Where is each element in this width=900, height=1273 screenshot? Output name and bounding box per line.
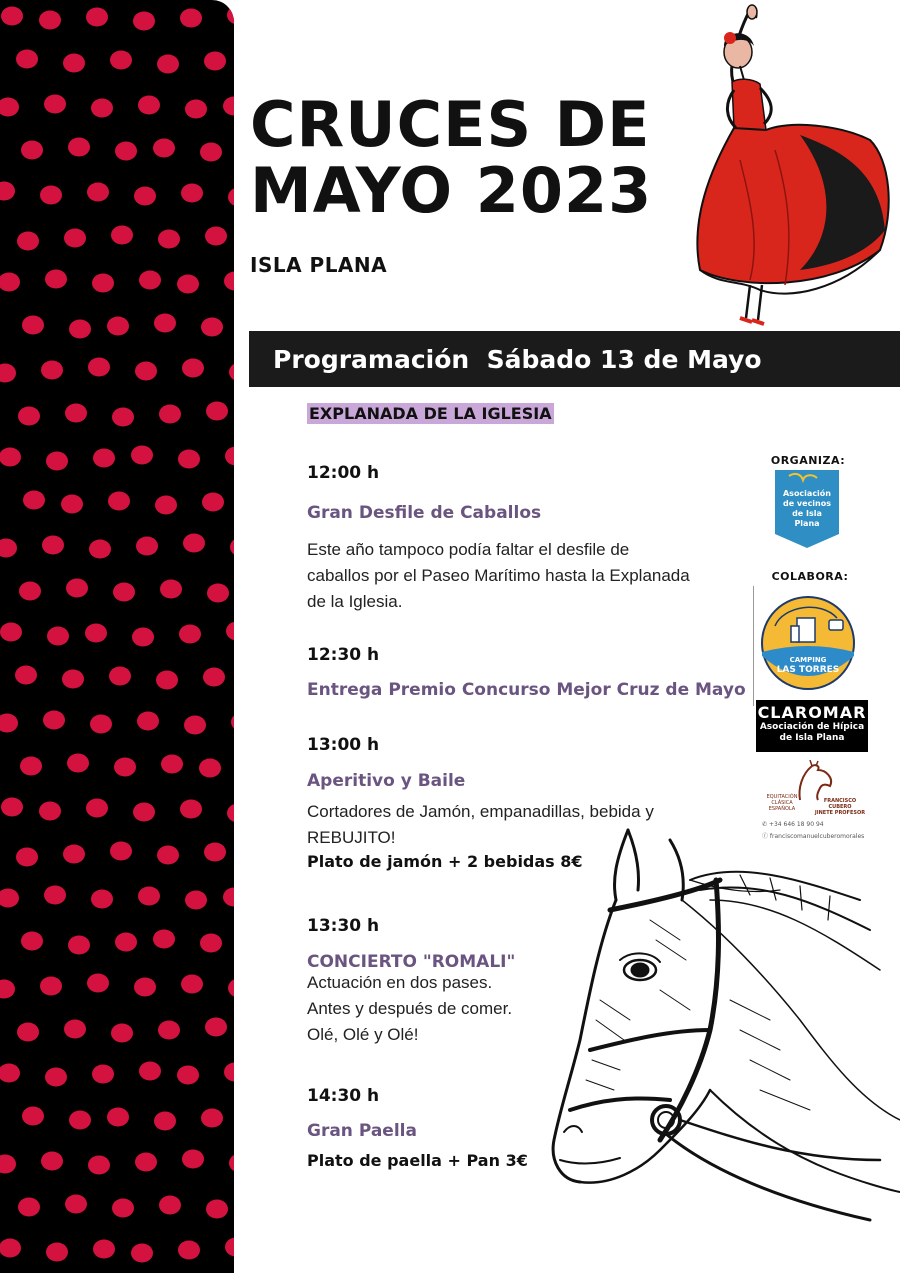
polka-dot-sidebar [0,0,234,1273]
polka-dot [134,978,156,997]
polka-dot [136,537,158,556]
polka-dot [177,1066,199,1085]
polka-dot [107,1108,129,1127]
page-title [250,88,653,227]
polka-dot [17,232,39,251]
polka-dot [134,187,156,206]
description-line: Antes y después de comer. [307,999,513,1018]
polka-dot [111,226,133,245]
polka-dot [207,584,229,603]
polka-dot [131,1244,153,1263]
polka-dot [90,715,112,734]
polka-dot [0,1239,21,1258]
polka-dot [22,1107,44,1126]
cubero-left-line: ESPAÑOLA [768,806,796,812]
polka-dot [203,668,225,687]
polka-dot [69,320,91,339]
association-logo [775,470,839,548]
polka-dot [65,404,87,423]
phone-icon: ✆ [762,821,769,828]
banner-date: Sábado 13 de Mayo [486,344,762,374]
polka-dot [62,670,84,689]
polka-dot [16,50,38,69]
polka-dot [61,495,83,514]
description-line: Actuación en dos pases. [307,973,493,992]
polka-dot [224,1063,234,1082]
assoc-logo-text: de vecinos [782,499,832,508]
polka-dot [229,1154,234,1173]
event-title: CONCIERTO "ROMALI" [307,952,516,972]
polka-dot [180,800,202,819]
event-time: 13:30 h [307,916,380,936]
polka-dot [158,230,180,249]
polka-dot [64,229,86,248]
polka-dot [133,803,155,822]
event-time: 13:00 h [307,735,380,755]
polka-dot [40,186,62,205]
polka-dot [63,845,85,864]
cubero-left-text [762,794,802,812]
polka-dot [110,51,132,70]
polka-dot [17,1023,39,1042]
polka-dot [204,52,226,71]
organiza-label: ORGANIZA: [770,454,846,467]
polka-dot [201,1109,223,1128]
polka-dot [133,12,155,31]
cubero-right-line: FRANCISCO CUBERO [823,798,857,810]
polka-dot [46,452,68,471]
assoc-logo-text: de Isla [792,509,822,518]
assoc-logo-text: Plana [794,519,820,528]
polka-dot [160,580,182,599]
polka-dot [18,407,40,426]
camping-text: LAS TORRES [776,665,840,675]
polka-dot [204,843,226,862]
cubero-left-line: EQUITACIÓN [766,794,798,800]
polka-dot [108,492,130,511]
polka-dot [44,886,66,905]
polka-dot [205,227,227,246]
polka-dot [182,1150,204,1169]
polka-dot [39,802,61,821]
polka-dot [91,99,113,118]
polka-dot [177,275,199,294]
title-line-1: CRUCES DE [250,88,651,161]
claromar-sub-line: Asociación de Hípica [759,722,865,732]
polka-dot [1,798,23,817]
polka-dot [202,493,224,512]
polka-dot [0,623,22,642]
event-title: Entrega Premio Concurso Mejor Cruz de Mayo [307,680,746,700]
polka-dot [156,671,178,690]
polka-dot [224,272,234,291]
polka-dot [107,317,129,336]
cubero-right-line: JINETE PROFESOR [814,810,866,816]
horse-sketch-illustration [540,820,900,1260]
polka-dot [230,538,234,557]
polka-dot [112,1199,134,1218]
camping-text: CAMPING [789,656,827,664]
polka-dot [0,1064,20,1083]
polka-dot [42,536,64,555]
polka-dot [115,142,137,161]
polka-dot [93,449,115,468]
polka-dot [43,711,65,730]
polka-dot [67,754,89,773]
polka-dot [223,97,234,116]
cubero-left-line: CLÁSICA [771,800,793,806]
polka-dot [87,183,109,202]
polka-dot [183,534,205,553]
claromar-sub-line: de Isla Plana [779,733,845,743]
polka-dot [20,757,42,776]
polka-dot [45,270,67,289]
description-line: Este año tampoco podía faltar el desfile de [307,540,630,559]
polka-dot [132,628,154,647]
program-banner [249,331,900,387]
polka-dot [68,936,90,955]
polka-dot [93,1240,115,1259]
polka-dot [139,1062,161,1081]
polka-dot [68,138,90,157]
event-time: 12:00 h [307,463,380,483]
polka-dot [0,273,20,292]
event-title: Aperitivo y Baile [307,771,466,791]
polka-dot [69,1111,91,1130]
flamenco-dancer-illustration [680,0,900,330]
event-time: 14:30 h [307,1086,380,1106]
claromar-logo [756,700,868,752]
polka-dot [86,799,108,818]
polka-dot [91,890,113,909]
polka-dot [131,446,153,465]
polka-dot [185,100,207,119]
polka-dot [206,402,228,421]
polka-dot [231,713,234,732]
polka-dot [63,54,85,73]
polka-dot [0,889,19,908]
polka-dot [16,848,38,867]
polka-dot [159,1196,181,1215]
polka-dot [158,1021,180,1040]
polka-dot [199,759,221,778]
event-time: 12:30 h [307,645,380,665]
polka-dot [113,583,135,602]
sponsor-divider [753,586,754,706]
polka-dot [92,274,114,293]
polka-dot [23,491,45,510]
polka-dot [178,1241,200,1260]
polka-dot [154,314,176,333]
polka-dot [185,891,207,910]
polka-dot [87,974,109,993]
polka-dot-pattern [0,0,234,1273]
polka-dot [41,1152,63,1171]
polka-dot [112,408,134,427]
polka-dot [227,804,234,823]
polka-dot [41,361,63,380]
polka-dot [0,448,21,467]
cubero-web-handle: franciscomanuelcuberomorales [769,833,865,840]
polka-dot [180,9,202,28]
polka-dot [0,1155,16,1174]
polka-dot [181,975,203,994]
cubero-right-text [812,798,868,816]
polka-dot [138,887,160,906]
event-description [307,970,512,1048]
banner-label: Programación [273,344,470,374]
polka-dot [39,11,61,30]
event-title: Gran Desfile de Caballos [307,503,542,523]
polka-dot [200,143,222,162]
polka-dot [161,755,183,774]
polka-dot [200,934,222,953]
polka-dot [153,930,175,949]
description-line: REBUJITO! [307,828,396,847]
polka-dot [0,364,16,383]
event-price: Plato de paella + Pan 3€ [307,1151,528,1170]
description-line: Olé, Olé y Olé! [307,1025,419,1044]
polka-dot [155,496,177,515]
polka-dot [229,363,234,382]
polka-dot [138,96,160,115]
polka-dot [157,846,179,865]
description-line: Cortadores de Jamón, empanadillas, bebida y [307,802,654,821]
polka-dot [114,758,136,777]
polka-dot [1,7,23,26]
polka-dot [15,666,37,685]
location-subtitle: ISLA PLANA [250,253,388,277]
polka-dot [18,1198,40,1217]
polka-dot [47,627,69,646]
polka-dot [46,1243,68,1262]
polka-dot [0,182,15,201]
polka-dot [227,6,234,25]
polka-dot [110,842,132,861]
claromar-name: CLAROMAR [757,703,867,722]
camping-las-torres-logo [761,596,855,690]
polka-dot [85,624,107,643]
polka-dot [181,184,203,203]
event-price: Plato de jamón + 2 bebidas 8€ [307,852,583,871]
polka-dot [135,362,157,381]
polka-dot [0,980,15,999]
polka-dot [137,712,159,731]
polka-dot [109,667,131,686]
cubero-phone-number: +34 646 18 90 94 [768,821,824,828]
facebook-icon: ⓕ [762,833,770,840]
polka-dot [22,316,44,335]
polka-dot [45,1068,67,1087]
title-line-2: MAYO 2023 [250,154,653,227]
polka-dot [182,359,204,378]
polka-dot [139,271,161,290]
event-title: Gran Paella [307,1121,417,1141]
polka-dot [0,539,17,558]
polka-dot [159,405,181,424]
polka-dot [115,933,137,952]
polka-dot [64,1020,86,1039]
polka-dot [0,714,18,733]
polka-dot [225,1238,234,1257]
polka-dot [184,716,206,735]
polka-dot [205,1018,227,1037]
polka-dot [21,932,43,951]
polka-dot [223,888,234,907]
polka-dot [86,8,108,27]
polka-dot [111,1024,133,1043]
polka-dot [135,1153,157,1172]
polka-dot [154,1112,176,1131]
polka-dot [206,1200,228,1219]
polka-dot [157,55,179,74]
polka-dot [92,1065,114,1084]
colabora-label: COLABORA: [771,570,849,583]
polka-dot [66,579,88,598]
polka-dot [44,95,66,114]
polka-dot [88,1156,110,1175]
polka-dot [179,625,201,644]
polka-dot [228,979,234,998]
polka-dot [40,977,62,996]
description-line: de la Iglesia. [307,592,403,611]
assoc-logo-text: Asociación [782,489,832,498]
polka-dot [228,188,234,207]
polka-dot [88,358,110,377]
polka-dot [89,540,111,559]
polka-dot [65,1195,87,1214]
polka-dot [19,582,41,601]
description-line: caballos por el Paseo Marítimo hasta la Explanada [307,566,690,585]
polka-dot [0,98,19,117]
polka-dot [225,447,234,466]
polka-dot [21,141,43,160]
venue-label: EXPLANADA DE LA IGLESIA [309,404,552,423]
polka-dot [153,139,175,158]
polka-dot [201,318,223,337]
polka-dot [226,622,234,641]
event-description [307,537,690,615]
polka-dot [178,450,200,469]
